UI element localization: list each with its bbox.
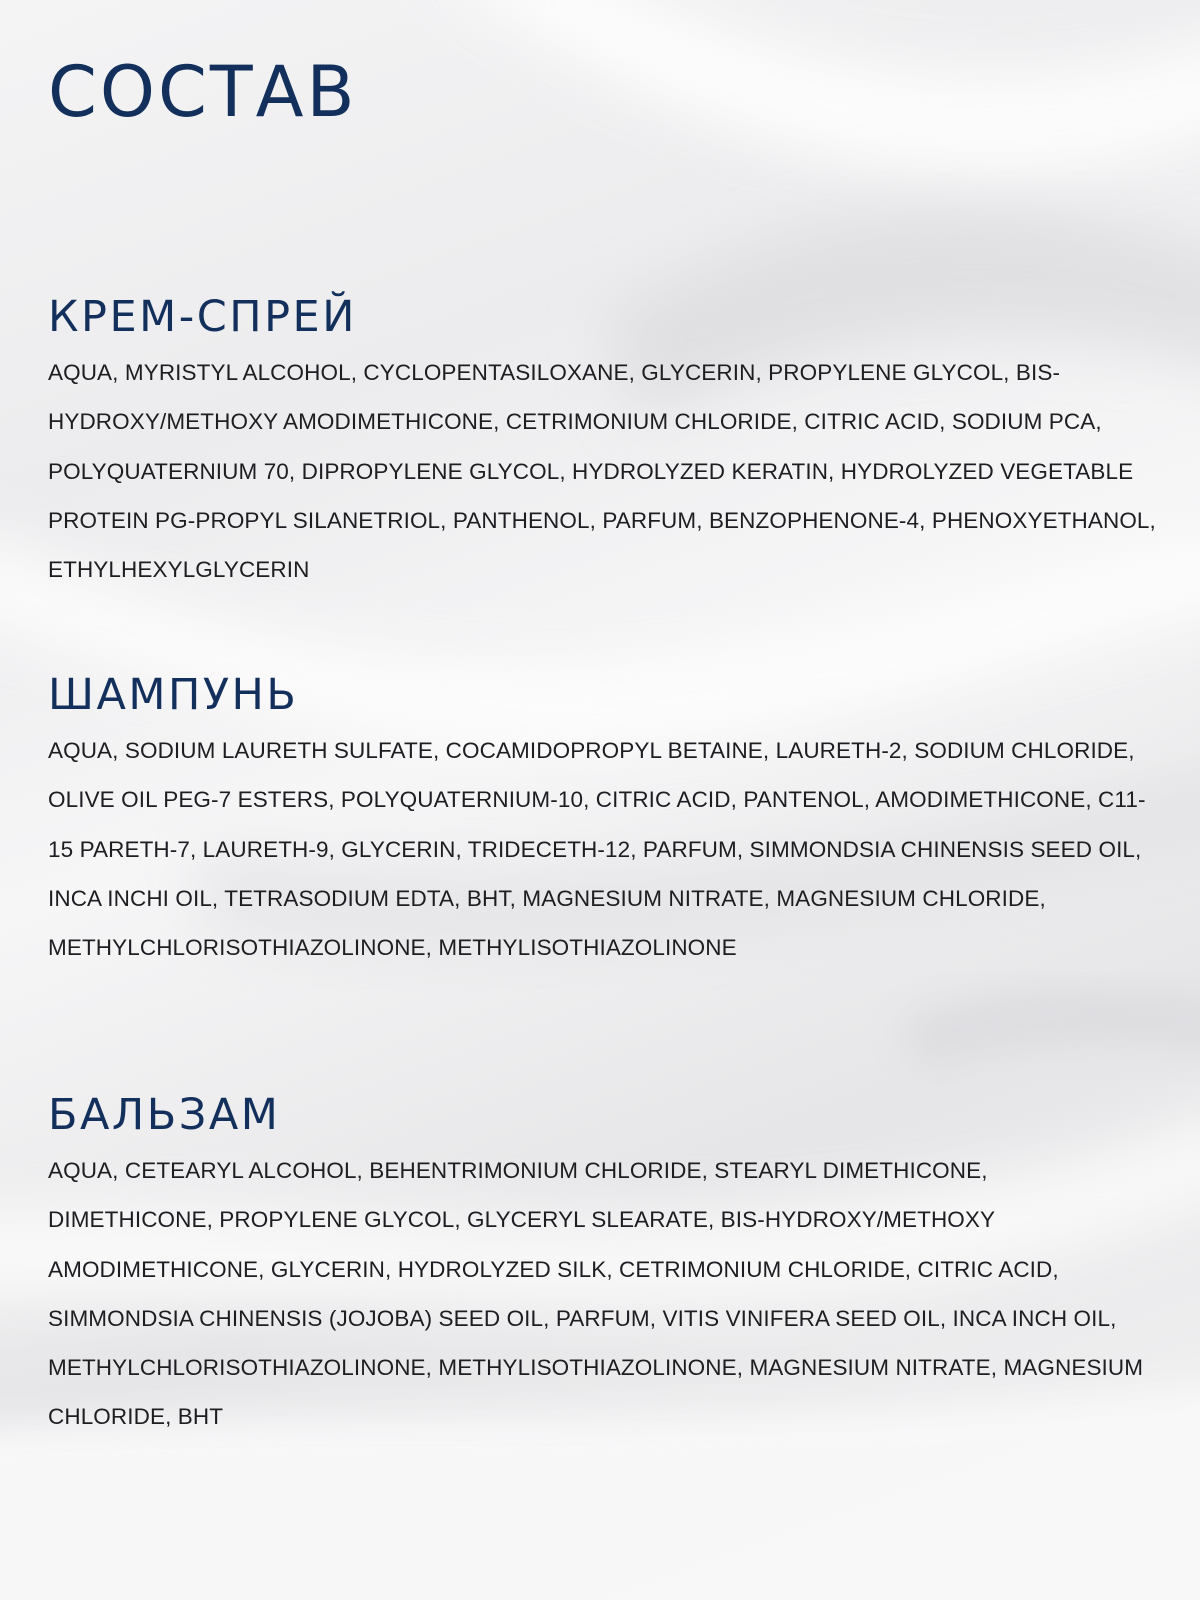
ingredients-balm: AQUA, CETEARYL ALCOHOL, BEHENTRIMONIUM CHLORIDE, STEARYL DIMETHICONE, DIMETHICONE, PROPYLENE GLYCOL, GLYCERYL SLEARATE, BIS-HYDROXY/METHOXY AMODIMETHICONE, GLYCERIN, HYDROLYZED SILK, CETRIMONIUM CHLORIDE, CITRIC ACID, SIMMONDSIA CHINENSIS (JOJOBA) SEED OIL, PARFUM, VITIS VINIFERA SEED OIL, INCA INCH OIL, METHYLCHLORISOTHIAZOLINONE, METHYLISOTHIAZOLINONE, MAGNESIUM NITRATE, MAGNESIUM CHLORIDE, BHT (48, 1158, 1144, 1430)
section-title-balm: БАЛЬЗАМ (48, 1090, 281, 1140)
page-title: СОСТАВ (48, 51, 358, 133)
section-cream-spray (48, 290, 1158, 594)
section-balm (48, 1088, 1158, 1442)
ingredients-shampoo: AQUA, SODIUM LAURETH SULFATE, COCAMIDOPROPYL BETAINE, LAURETH-2, SODIUM CHLORIDE, OLIVE OIL PEG-7 ESTERS, POLYQUATERNIUM-10, CITRIC ACID, PANTENOL, AMODIMETHICONE, C11-15 PARETH-7, LAURETH-9, GLYCERIN, TRIDECETH-12, PARFUM, SIMMONDSIA CHINENSIS SEED OIL, INCA INCHI OIL, TETRASODIUM EDTA, BHT, MAGNESIUM NITRATE, MAGNESIUM CHLORIDE, METHYLCHLORISOTHIAZOLINONE, METHYLISOTHIAZOLINONE (48, 738, 1146, 961)
section-title-cream-spray: КРЕМ-СПРЕЙ (48, 292, 357, 342)
section-title-shampoo: ШАМПУНЬ (48, 670, 299, 720)
section-shampoo (48, 668, 1158, 972)
ingredients-cream-spray: AQUA, MYRISTYL ALCOHOL, CYCLOPENTASILOXANE, GLYCERIN, PROPYLENE GLYCOL, BIS-HYDROXY/METHOXY AMODIMETHICONE, CETRIMONIUM CHLORIDE, CITRIC ACID, SODIUM PCA, POLYQUATERNIUM 70, DIPROPYLENE GLYCOL, HYDROLYZED KERATIN, HYDROLYZED VEGETABLE PROTEIN PG-PROPYL SILANETRIOL, PANTHENOL, PARFUM, BENZOPHENONE-4, PHENOXYETHANOL, ETHYLHEXYLGLYCERIN (48, 360, 1156, 583)
